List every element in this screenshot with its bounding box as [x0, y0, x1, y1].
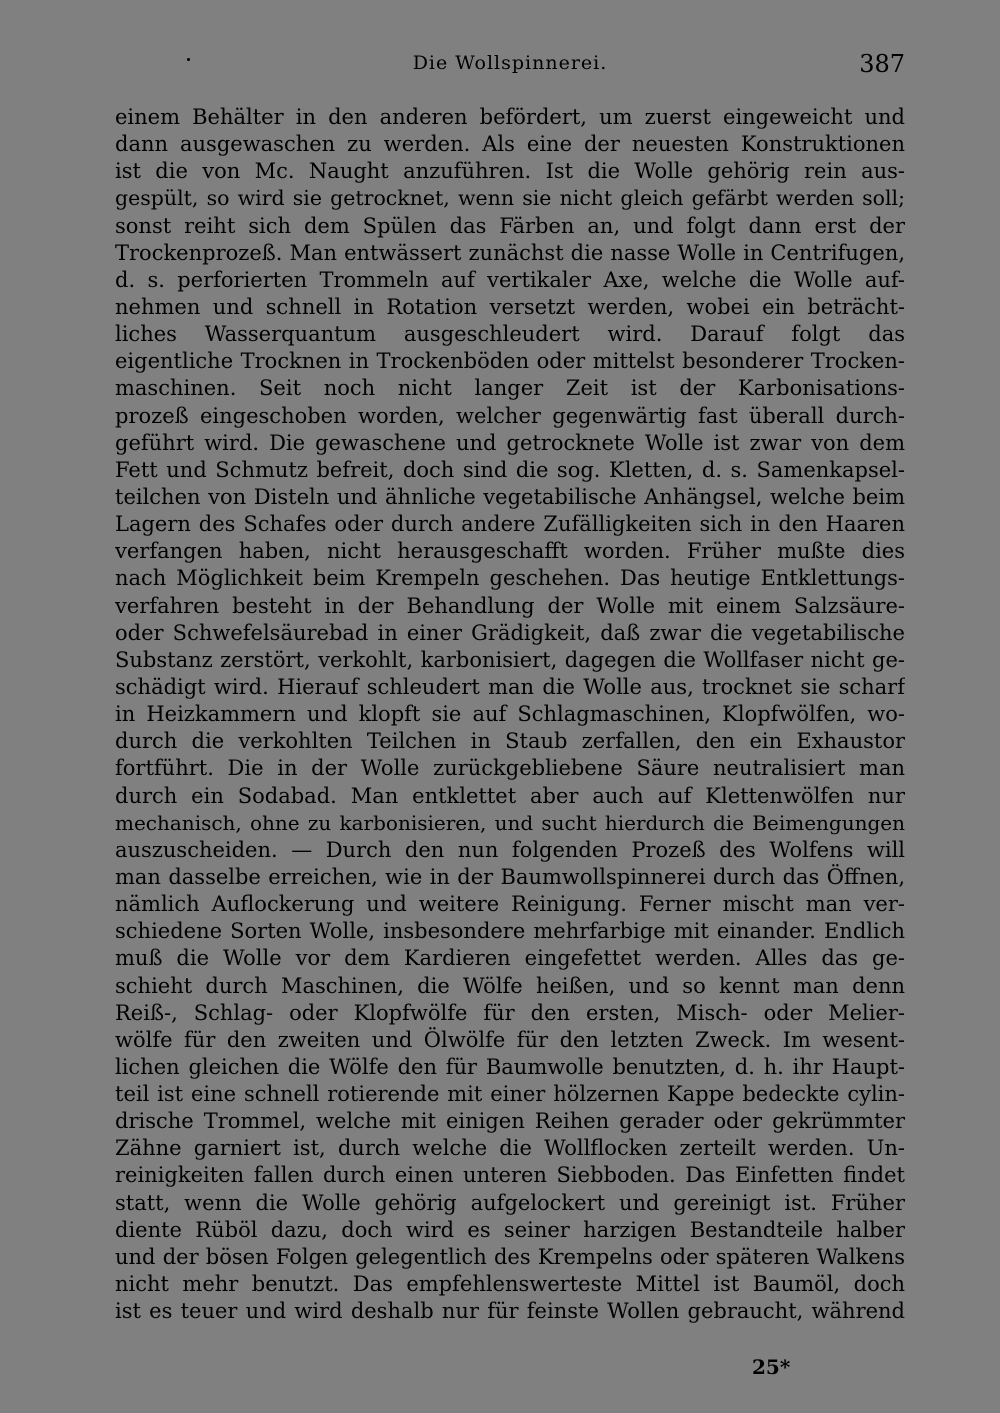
text-line: dann ausgewaschen zu werden. Als eine der neuesten Konstruktionen [115, 132, 905, 157]
text-line: liches Wasserquantum ausgeschleudert wird. Darauf folgt das [115, 322, 905, 347]
text-line: sonst reiht sich dem Spülen das Färben an, und folgt dann erst der [115, 213, 905, 238]
text-line: Lagern des Schafes oder durch andere Zufälligkeiten sich in den Haaren [115, 512, 905, 537]
text-line: geführt wird. Die gewaschene und getrocknete Wolle ist zwar von dem [115, 430, 905, 455]
text-line: man dasselbe erreichen, wie in der Baumwollspinnerei durch das Öffnen, [115, 864, 905, 889]
text-line: d. s. perforierten Trommeln auf vertikaler Axe, welche die Wolle auf- [115, 267, 905, 292]
running-head: Die Wollspinnerei. [412, 52, 608, 74]
text-line: schiedene Sorten Wolle, insbesondere mehrfarbige mit einander. Endlich [115, 919, 905, 944]
text-line: durch ein Sodabad. Man entklettet aber auch auf Klettenwölfen nur [115, 783, 905, 808]
text-line: Trockenprozeß. Man entwässert zunächst die nasse Wolle in Centrifugen, [115, 240, 905, 265]
page-header [115, 46, 905, 86]
text-line: muß die Wolle vor dem Kardieren eingefettet werden. Alles das ge- [115, 946, 905, 971]
text-line: reinigkeiten fallen durch einen unteren Siebboden. Das Einfetten findet [115, 1163, 905, 1188]
text-line: ist es teuer und wird deshalb nur für feinste Wollen gebraucht, während [115, 1299, 905, 1324]
text-line: durch die verkohlten Teilchen in Staub zerfallen, den ein Exhaustor [115, 729, 905, 754]
page-number: 387 [859, 50, 905, 78]
text-line: in Heizkammern und klopft sie auf Schlagmaschinen, Klopfwölfen, wo- [115, 702, 905, 727]
text-line: nehmen und schnell in Rotation versetzt werden, wobei ein beträcht- [115, 294, 905, 319]
text-line: Substanz zerstört, verkohlt, karbonisiert, dagegen die Wollfaser nicht ge- [115, 647, 905, 672]
text-line: oder Schwefelsäurebad in einer Grädigkeit, daß zwar die vegetabilische [115, 620, 905, 645]
text-line: wölfe für den zweiten und Ölwölfe für den letzten Zweck. Im wesent- [115, 1027, 905, 1052]
text-line: Fett und Schmutz befreit, doch sind die sog. Kletten, d. s. Samenkapsel- [115, 457, 905, 482]
text-line: nämlich Auflockerung und weitere Reinigung. Ferner mischt man ver- [115, 892, 905, 917]
text-line: maschinen. Seit noch nicht langer Zeit ist der Karbonisations- [115, 376, 905, 401]
text-line: gespült, so wird sie getrocknet, wenn sie nicht gleich gefärbt werden soll; [115, 186, 905, 211]
text-line: einem Behälter in den anderen befördert, um zuerst eingeweicht und [115, 105, 905, 129]
text-line: lichen gleichen die Wölfe den für Baumwolle benutzten, d. h. ihr Haupt- [115, 1054, 905, 1079]
text-line: nach Möglichkeit beim Krempeln geschehen. Das heutige Entklettungs- [115, 566, 905, 591]
text-line: nicht mehr benutzt. Das empfehlenswerteste Mittel ist Baumöl, doch [115, 1272, 905, 1297]
text-line: schieht durch Maschinen, die Wölfe heißen, und so kennt man denn [115, 973, 905, 998]
text-line: drische Trommel, welche mit einigen Reihen gerader oder gekrümmter [115, 1109, 905, 1134]
text-line: diente Rüböl dazu, doch wird es seiner harzigen Bestandteile halber [115, 1217, 905, 1242]
text-line: statt, wenn die Wolle gehörig aufgelockert und gereinigt ist. Früher [115, 1190, 905, 1215]
text-line: mechanisch, ohne zu karbonisieren, und sucht hierdurch die Beimengungen [115, 810, 905, 835]
text-line: ist die von Mc. Naught anzuführen. Ist die Wolle gehörig rein aus- [115, 159, 905, 184]
text-line: teil ist eine schnell rotierende mit einer hölzernen Kappe bedeckte cylin- [115, 1082, 905, 1107]
text-line: und der bösen Folgen gelegentlich des Krempelns oder späteren Walkens [115, 1244, 905, 1269]
text-line: Zähne garniert ist, durch welche die Wollflocken zerteilt werden. Un- [115, 1136, 905, 1161]
text-line: fortführt. Die in der Wolle zurückgebliebene Säure neutralisiert man [115, 756, 905, 781]
text-line: auszuscheiden. — Durch den nun folgenden Prozeß des Wolfens will [115, 837, 905, 862]
text-line: verfangen haben, nicht herausgeschafft worden. Früher mußte dies [115, 539, 905, 564]
text-line: prozeß eingeschoben worden, welcher gegenwärtig fast überall durch- [115, 403, 905, 428]
text-line: eigentliche Trocknen in Trockenböden oder mittelst besonderer Trocken- [115, 349, 905, 374]
sheet-signature: 25* [752, 1355, 791, 1379]
text-line: teilchen von Disteln und ähnliche vegetabilische Anhängsel, welche beim [115, 484, 905, 509]
text-line: schädigt wird. Hierauf schleudert man die Wolle aus, trocknet sie scharf [115, 674, 905, 699]
body-text [115, 104, 905, 1325]
text-line: Reiß-, Schlag- oder Klopfwölfe für den ersten, Misch- oder Melier- [115, 1000, 905, 1025]
text-line: verfahren besteht in der Behandlung der Wolle mit einem Salzsäure- [115, 593, 905, 618]
